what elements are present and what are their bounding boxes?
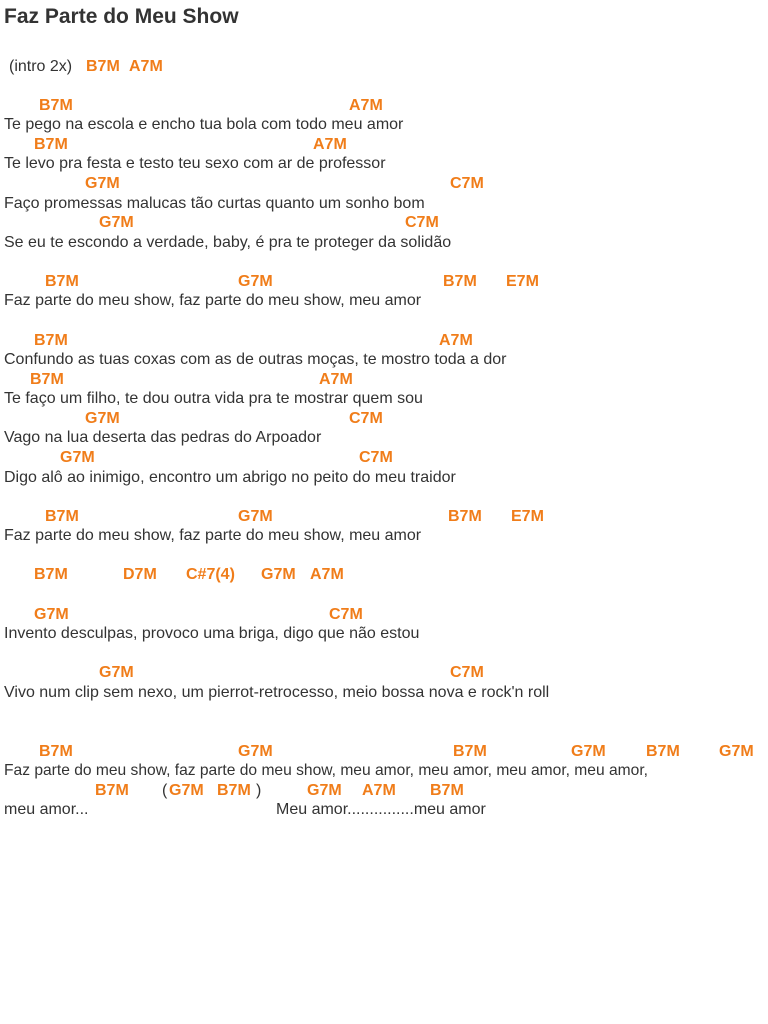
chord: G7M bbox=[238, 273, 273, 290]
chord: A7M bbox=[439, 332, 473, 349]
paren-close: ) bbox=[256, 782, 262, 799]
lyric-line: Faz parte do meu show, faz parte do meu show, meu amor bbox=[4, 527, 422, 544]
chord: B7M bbox=[443, 273, 477, 290]
chord: G7M bbox=[719, 743, 754, 760]
lyric-line: Faz parte do meu show, faz parte do meu show, meu amor, meu amor, meu amor, meu amor, bbox=[4, 762, 648, 779]
chord: G7M bbox=[99, 664, 134, 681]
outro-lyric-left: meu amor... bbox=[4, 801, 89, 818]
chord: B7M bbox=[430, 782, 464, 799]
chord: B7M bbox=[30, 371, 64, 388]
outro-lyric-right: Meu amor...............meu amor bbox=[276, 801, 486, 818]
chord: B7M bbox=[39, 97, 73, 114]
song-title: Faz Parte do Meu Show bbox=[4, 5, 239, 28]
intro-label: (intro 2x) bbox=[9, 58, 73, 75]
lyric-line: Vivo num clip sem nexo, um pierrot-retrocesso, meio bossa nova e rock'n roll bbox=[4, 684, 550, 701]
chord: C7M bbox=[359, 449, 393, 466]
chord: B7M bbox=[453, 743, 487, 760]
chord: G7M bbox=[85, 410, 120, 427]
lyric-line: Digo alô ao inimigo, encontro um abrigo no peito do meu traidor bbox=[4, 469, 456, 486]
chord: B7M bbox=[34, 332, 68, 349]
chord: B7M bbox=[45, 508, 79, 525]
lyric-line: Vago na lua deserta das pedras do Arpoador bbox=[4, 429, 322, 446]
lyric-line: Te levo pra festa e testo teu sexo com ar de professor bbox=[4, 155, 386, 172]
lyric-line: Invento desculpas, provoco uma briga, digo que não estou bbox=[4, 625, 420, 642]
chord: C7M bbox=[405, 214, 439, 231]
chord: B7M bbox=[217, 782, 251, 799]
chord: B7M bbox=[646, 743, 680, 760]
chord: B7M bbox=[45, 273, 79, 290]
chord: A7M bbox=[129, 58, 163, 75]
chord: C7M bbox=[450, 175, 484, 192]
chord: G7M bbox=[85, 175, 120, 192]
chord: B7M bbox=[448, 508, 482, 525]
lyric-line: Faz parte do meu show, faz parte do meu show, meu amor bbox=[4, 292, 422, 309]
chord: G7M bbox=[34, 606, 69, 623]
chord: C7M bbox=[329, 606, 363, 623]
chord: A7M bbox=[310, 566, 344, 583]
chord: G7M bbox=[99, 214, 134, 231]
chord: E7M bbox=[511, 508, 544, 525]
chord: C#7(4) bbox=[186, 566, 235, 583]
chord: G7M bbox=[238, 743, 273, 760]
chord: B7M bbox=[34, 136, 68, 153]
chord: E7M bbox=[506, 273, 539, 290]
chord: A7M bbox=[319, 371, 353, 388]
chord: C7M bbox=[450, 664, 484, 681]
chord: G7M bbox=[261, 566, 296, 583]
chord: G7M bbox=[571, 743, 606, 760]
lyric-line: Se eu te escondo a verdade, baby, é pra te proteger da solidão bbox=[4, 234, 452, 251]
lyric-line: Te pego na escola e encho tua bola com todo meu amor bbox=[4, 116, 404, 133]
lyric-line: Faço promessas malucas tão curtas quanto um sonho bom bbox=[4, 195, 425, 212]
chord: B7M bbox=[95, 782, 129, 799]
chord: B7M bbox=[86, 58, 120, 75]
chord: G7M bbox=[307, 782, 342, 799]
lyric-line: Te faço um filho, te dou outra vida pra te mostrar quem sou bbox=[4, 390, 423, 407]
chord: A7M bbox=[313, 136, 347, 153]
chord: A7M bbox=[349, 97, 383, 114]
chord: B7M bbox=[39, 743, 73, 760]
chord: G7M bbox=[169, 782, 204, 799]
lyric-line: Confundo as tuas coxas com as de outras moças, te mostro toda a dor bbox=[4, 351, 507, 368]
chord: B7M bbox=[34, 566, 68, 583]
chord: A7M bbox=[362, 782, 396, 799]
chord: G7M bbox=[238, 508, 273, 525]
chord: G7M bbox=[60, 449, 95, 466]
paren-open: ( bbox=[162, 782, 168, 799]
chord: C7M bbox=[349, 410, 383, 427]
chord: D7M bbox=[123, 566, 157, 583]
